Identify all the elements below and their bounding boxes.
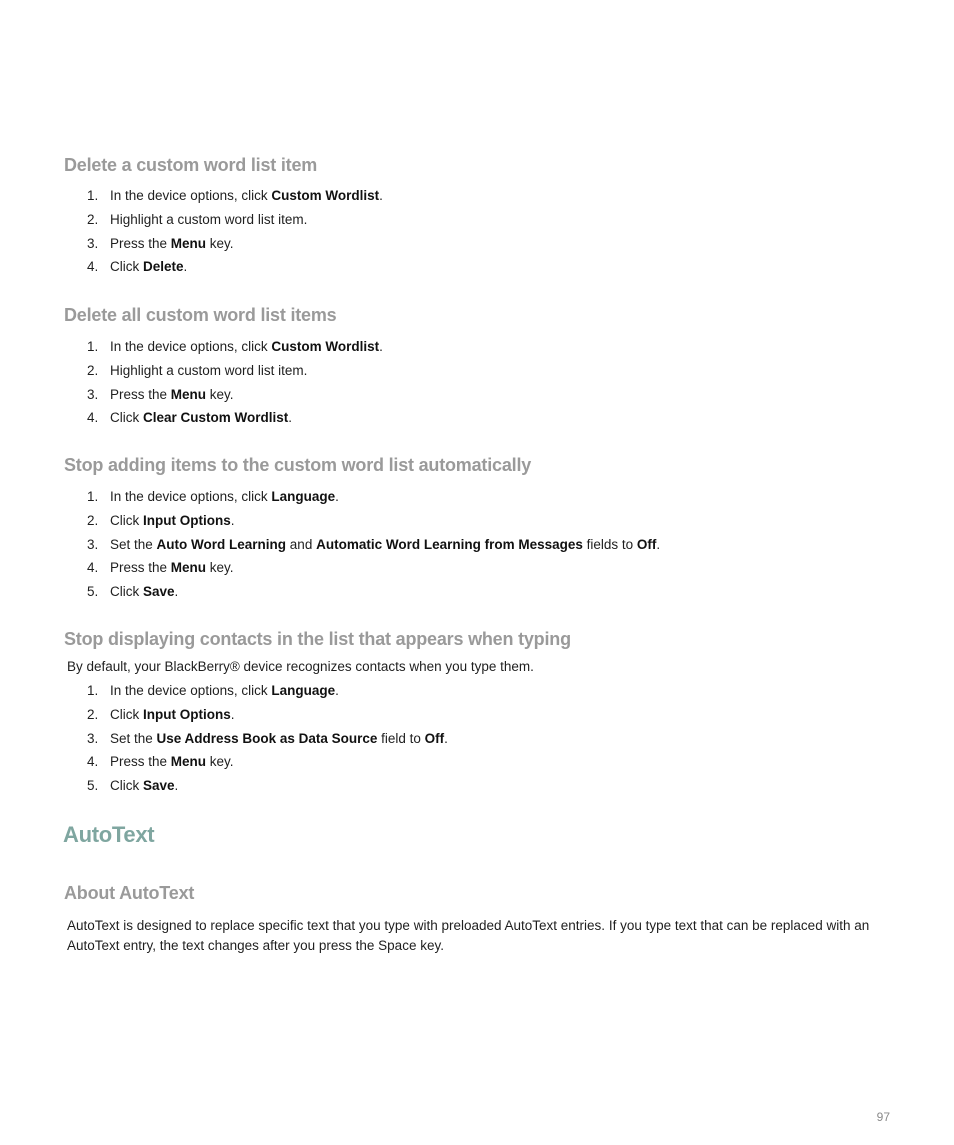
ui-term: Save — [143, 584, 175, 600]
ui-term: Menu — [170, 235, 207, 251]
ui-term: Language — [271, 489, 336, 504]
step-text-segment: . — [335, 683, 339, 698]
step-text-segment: Click — [110, 706, 143, 722]
heading-delete-all: Delete all custom word list items — [64, 305, 337, 325]
heading-stop-adding: Stop adding items to the custom word list automatically — [64, 455, 532, 475]
heading-stop-contacts: Stop displaying contacts in the list that appears when typing — [64, 629, 571, 649]
step-text — [110, 556, 234, 580]
heading-delete-item: Delete a custom word list item — [64, 155, 318, 175]
step-text-segment: . — [288, 410, 293, 426]
step-text-segment: In the device options, click — [110, 683, 272, 698]
step-number: 1. — [87, 489, 99, 504]
step-number: 2. — [87, 512, 99, 528]
step-text — [110, 580, 178, 604]
step-text-segment: Click — [110, 778, 143, 794]
step-text-segment: Highlight a custom word list item. — [110, 211, 308, 227]
step-number: 1. — [87, 339, 99, 354]
step-text — [110, 232, 234, 256]
step-text — [110, 509, 235, 533]
step-text-segment: field to — [377, 730, 425, 746]
step-number: 5. — [87, 778, 99, 794]
step-text-segment: key. — [206, 386, 234, 402]
step-number: 3. — [87, 730, 99, 746]
step-text — [110, 184, 383, 208]
ui-term: Save — [143, 778, 175, 794]
step-text-segment: . — [335, 489, 339, 504]
step-number: 4. — [87, 410, 99, 426]
step-text-segment: and — [286, 536, 317, 552]
step-text-segment: . — [174, 778, 179, 794]
step-text-segment: In the device options, click — [110, 339, 272, 354]
step-number: 2. — [87, 706, 99, 722]
step-text-segment: Press the — [110, 754, 171, 770]
step-text — [110, 335, 383, 359]
ui-term: Automatic Word Learning from Messages — [316, 536, 583, 552]
step-text — [110, 750, 234, 774]
ui-term: Delete — [143, 259, 184, 275]
step-text-segment: Click — [110, 410, 143, 426]
ui-term: Menu — [170, 386, 207, 402]
step-text-segment: . — [183, 259, 188, 275]
step-text — [110, 703, 235, 727]
chapter-title: AutoText — [63, 822, 155, 847]
step-number: 2. — [87, 211, 99, 227]
ui-term: Menu — [170, 560, 207, 576]
step-text-segment: key. — [206, 560, 234, 576]
step-text-segment: . — [444, 730, 448, 746]
ui-term: Use Address Book as Data Source — [156, 730, 378, 746]
step-text-segment: Press the — [110, 560, 171, 576]
step-text-segment: Highlight a custom word list item. — [110, 362, 308, 378]
intro-stop-contacts: By default, your BlackBerry® device recognizes contacts when you type them. — [67, 659, 534, 674]
step-text-segment: Click — [110, 259, 143, 275]
ui-term: Off — [636, 536, 657, 552]
step-text-segment: In the device options, click — [110, 188, 272, 203]
heading-about-autotext: About AutoText — [64, 883, 195, 903]
ui-term: Auto Word Learning — [156, 536, 287, 552]
about-autotext-text: AutoText is designed to replace specific text that you type with preloaded AutoText entries. If you type text that can be replaced with an AutoText entry, the text changes after you press the Space key. — [67, 918, 870, 953]
step-text — [110, 485, 339, 509]
step-text — [110, 255, 187, 279]
ui-term: Menu — [170, 754, 207, 770]
ui-term: Input Options — [143, 706, 231, 722]
step-text-segment: Press the — [110, 235, 171, 251]
step-text — [110, 359, 307, 383]
ui-term: Custom Wordlist — [271, 188, 380, 203]
step-number: 5. — [87, 584, 99, 600]
page-number: 97 — [876, 1110, 890, 1124]
step-text-segment: . — [174, 584, 179, 600]
step-number: 4. — [87, 754, 99, 770]
step-text — [110, 774, 178, 798]
ui-term: Clear Custom Wordlist — [143, 410, 289, 426]
step-text-segment: key. — [206, 754, 234, 770]
step-text-segment: Set the — [110, 730, 157, 746]
step-number: 4. — [87, 259, 99, 275]
step-text-segment: Press the — [110, 386, 171, 402]
step-text — [110, 727, 448, 751]
ui-term: Custom Wordlist — [271, 339, 380, 354]
step-text-segment: In the device options, click — [110, 489, 272, 504]
step-number: 1. — [87, 683, 99, 698]
step-text — [110, 406, 292, 430]
step-text — [110, 533, 660, 557]
ui-term: Language — [271, 683, 336, 698]
ui-term: Off — [424, 730, 445, 746]
step-number: 3. — [87, 386, 99, 402]
step-text-segment: Click — [110, 512, 143, 528]
step-text-segment: . — [379, 188, 383, 203]
step-text-segment: Click — [110, 584, 143, 600]
step-text-segment: fields to — [582, 536, 637, 552]
step-number: 4. — [87, 560, 99, 576]
step-text-segment: key. — [206, 235, 234, 251]
step-number: 1. — [87, 188, 99, 203]
step-number: 2. — [87, 362, 99, 378]
step-text-segment: . — [379, 339, 383, 354]
step-text — [110, 383, 234, 407]
step-text-segment: . — [230, 512, 235, 528]
step-text-segment: Set the — [110, 536, 157, 552]
step-number: 3. — [87, 536, 99, 552]
step-text — [110, 208, 307, 232]
step-text-segment: . — [230, 706, 235, 722]
step-text — [110, 679, 339, 703]
ui-term: Input Options — [143, 512, 231, 528]
step-text-segment: . — [656, 536, 661, 552]
step-number: 3. — [87, 235, 99, 251]
